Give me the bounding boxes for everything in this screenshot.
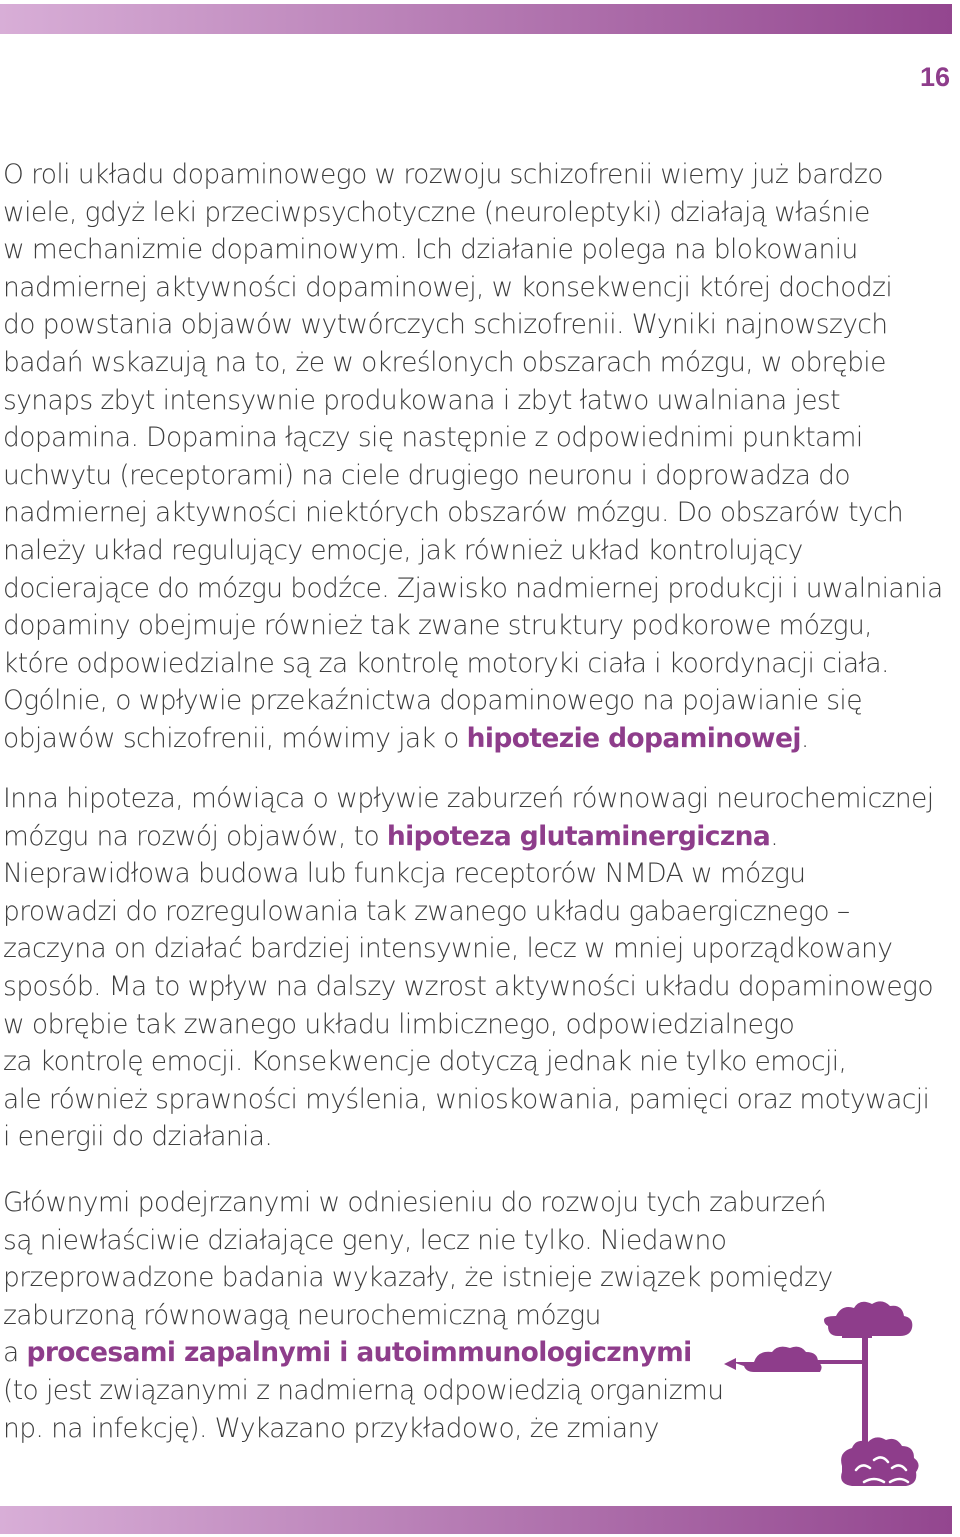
- text-line: do powstania objawów wytwórczych schizofrenii. Wyniki najnowszych: [3, 309, 888, 341]
- text-line: badań wskazują na to, że w określonych obszarach mózgu, w obrębie: [3, 346, 886, 378]
- text-fragment: .: [770, 820, 779, 852]
- text-line: nadmiernej aktywności niektórych obszarów mózgu. Do obszarów tych: [3, 497, 904, 529]
- text-line: należy układ regulujący emocje, jak również układ kontrolujący: [3, 534, 803, 566]
- highlight-term: procesami zapalnymi i autoimmunologicznymi: [26, 1337, 692, 1369]
- text-line: i energii do działania.: [3, 1121, 273, 1153]
- text-line: nadmiernej aktywności dopaminowej, w konsekwencji której dochodzi: [3, 271, 893, 303]
- text-fragment: .: [800, 722, 809, 754]
- text-line: prowadzi do rozregulowania tak zwanego układu gabaergicznego –: [3, 895, 850, 927]
- highlight-term: hipotezie dopaminowej: [466, 722, 801, 754]
- text-line: Głównymi podejrzanymi w odniesieniu do rozwoju tych zaburzeń: [3, 1187, 827, 1218]
- footer-bar: [0, 1506, 952, 1534]
- text-line: ale również sprawności myślenia, wnioskowania, pamięci oraz motywacji: [3, 1083, 930, 1115]
- text-line: są niewłaściwie działające geny, lecz nie tylko. Niedawno: [3, 1224, 727, 1256]
- signpost-brain-icon: [724, 1298, 960, 1504]
- text-line: docierające do mózgu bodźce. Zjawisko nadmiernej produkcji i uwalniania: [3, 572, 943, 604]
- text-line: zaczyna on działać bardziej intensywnie, lecz w mniej uporządkowany: [3, 933, 893, 965]
- text-line: w obrębie tak zwanego układu limbicznego, odpowiedzialnego: [3, 1008, 795, 1040]
- text-line: które odpowiedzialne są za kontrolę motoryki ciała i koordynacji ciała.: [3, 647, 889, 679]
- text-line: dopamina. Dopamina łączy się następnie z odpowiednimi punktami: [3, 422, 863, 454]
- highlight-term: hipoteza glutaminergiczna: [386, 820, 771, 852]
- text-line: np. na infekcję). Wykazano przykładowo, że zmiany: [3, 1412, 659, 1444]
- text-line: O roli układu dopaminowego w rozwoju schizofrenii wiemy już bardzo: [3, 159, 883, 190]
- text-line: Ogólnie, o wpływie przekaźnictwa dopaminowego na pojawianie się: [3, 685, 862, 717]
- text-line: Nieprawidłowa budowa lub funkcja receptorów NMDA w mózgu: [3, 858, 806, 890]
- text-line: [3, 818, 958, 856]
- text-fragment: objawów schizofrenii, mówimy jak o: [3, 722, 467, 754]
- text-line: za kontrolę emocji. Konsekwencje dotyczą jednak nie tylko emocji,: [3, 1046, 847, 1078]
- paragraph-glutamate-hypothesis: [3, 780, 958, 1156]
- text-fragment: mózgu na rozwój objawów, to: [3, 820, 387, 852]
- text-line: Inna hipoteza, mówiąca o wpływie zaburzeń równowagi neurochemicznej: [3, 783, 934, 814]
- page-number: 16: [919, 62, 950, 92]
- text-line: dopaminy obejmuje również tak zwane struktury podkorowe mózgu,: [3, 610, 872, 642]
- text-line: sposób. Ma to wpływ na dalszy wzrost aktywności układu dopaminowego: [3, 970, 933, 1002]
- text-line: w mechanizmie dopaminowym. Ich działanie polega na blokowaniu: [3, 234, 858, 266]
- text-line: wiele, gdyż leki przeciwpsychotyczne (neuroleptyki) działają właśnie: [3, 196, 870, 228]
- paragraph-dopamine-hypothesis: [3, 156, 958, 758]
- text-line: synaps zbyt intensywnie produkowana i zbyt łatwo uwalniana jest: [3, 384, 840, 416]
- text-line: uchwytu (receptorami) na ciele drugiego neuronu i doprowadza do: [3, 459, 851, 491]
- text-line: (to jest związanymi z nadmierną odpowiedzią organizmu: [3, 1374, 724, 1406]
- text-fragment: a: [3, 1337, 27, 1369]
- text-line: [3, 720, 958, 758]
- text-line: przeprowadzone badania wykazały, że istnieje związek pomiędzy: [3, 1262, 833, 1294]
- text-line: zaburzoną równowagą neurochemiczną mózgu: [3, 1299, 601, 1331]
- header-bar: [0, 4, 952, 34]
